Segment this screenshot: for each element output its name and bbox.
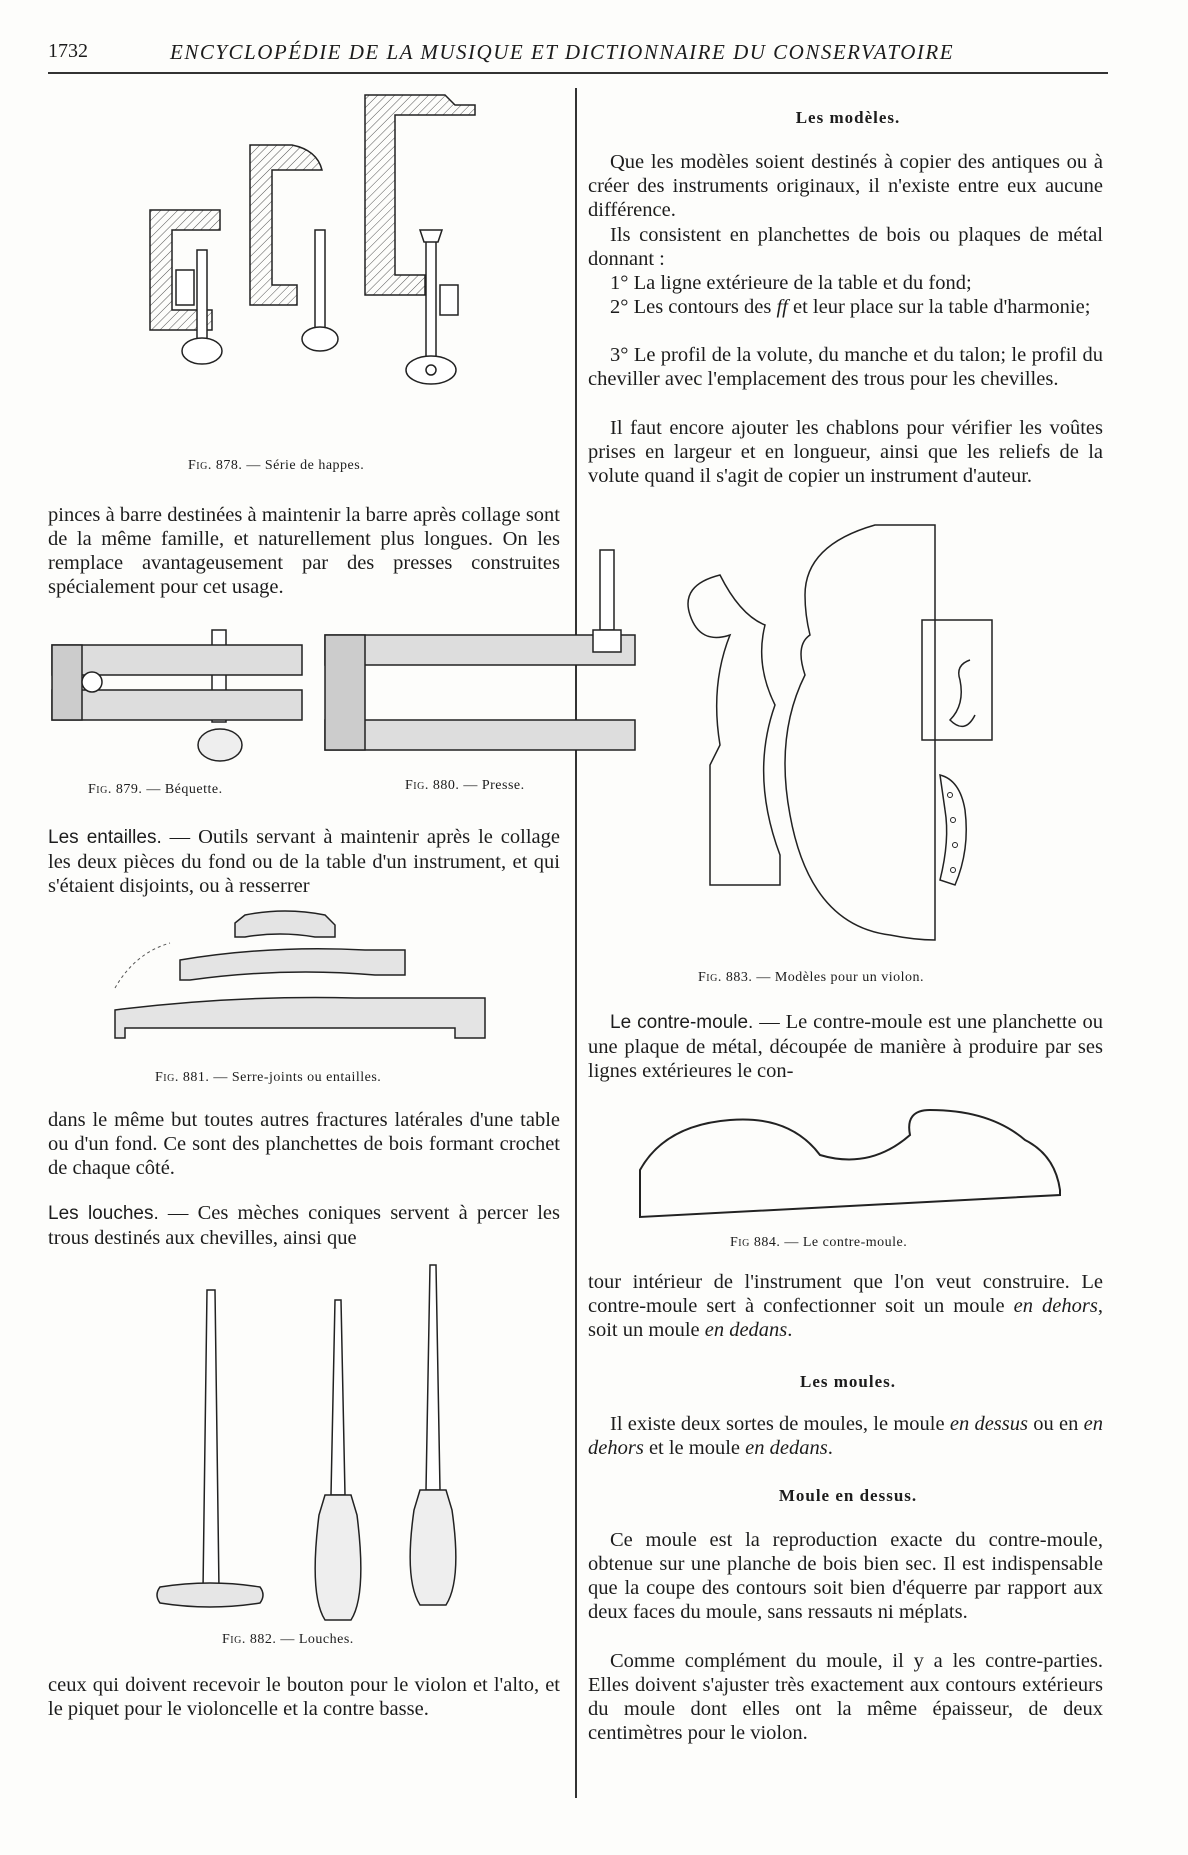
figure-880-caption xyxy=(405,778,525,794)
paragraph-modeles-1: Que les modèles soient destinés à copier des antiques ou à créer des instruments originaux, il n'existe entre eux aucune différence. xyxy=(588,151,1103,221)
paragraph-fractures: dans le même but toutes autres fractures latérales d'une table ou d'un fond. Ce sont des planchettes de bois formant crochet de chaque côté. xyxy=(48,1109,560,1179)
figure-884-contre-moule xyxy=(635,1095,1065,1225)
paragraph-louches xyxy=(48,1201,560,1250)
figure-884-caption xyxy=(730,1235,907,1251)
figure-882-caption-text: — Louches. xyxy=(276,1632,354,1647)
contre-moule-text: — Le contre-moule est une planchette ou une plaque de métal, découpée de manière à produire par ses lignes extérieures le con- xyxy=(588,1011,1103,1082)
ml1-e: et le moule xyxy=(643,1437,746,1459)
paragraph-contour-interieur xyxy=(588,1270,1103,1342)
cm2-a: tour intérieur de l'instrument que l'on veut construire. Le contre-moule sert à confectionner soit un moule xyxy=(588,1271,1103,1317)
ml1-a: Il existe deux sortes de moules, le moule xyxy=(610,1413,950,1435)
heading-les-modeles: Les modèles. xyxy=(795,108,901,127)
figure-878-clamps xyxy=(140,95,480,450)
figure-879-bequette xyxy=(52,630,302,765)
cm2-c: , soit un moule xyxy=(588,1295,1103,1341)
paragraph-pinces: pinces à barre destinées à maintenir la barre après collage sont de la même famille, et naturellement plus longues. On les remplace avantageusement par des presses construites spécialement pour cet usage. xyxy=(48,504,560,598)
paragraph-contre-moule xyxy=(588,1010,1103,1083)
cm2-e: . xyxy=(787,1319,793,1341)
figure-881-serre-joints xyxy=(110,910,500,1055)
page-number: 1732 xyxy=(48,40,88,62)
header-rule xyxy=(48,72,1108,74)
figure-882-caption xyxy=(222,1632,354,1648)
paragraph-modeles-6: Il faut encore ajouter les chablons pour vérifier les voûtes prises en largeur et en longueur, ainsi que les reliefs de la volute quand il s'agit de copier un instrument d'auteur. xyxy=(588,417,1103,487)
figure-883-number: Fig. 883. xyxy=(698,970,753,985)
figure-878-number: Fig. 878. xyxy=(188,458,243,473)
paragraph-dessus-1: Ce moule est la reproduction exacte du contre-moule, obtenue sur une planche de bois bien sec. Il est indispensable que la coupe des contours soit bien d'équerre par rapport aux deux faces du moule, sans ressauts ni méplats. xyxy=(588,1529,1103,1623)
paragraph-modeles-5: 3° Le profil de la volute, du manche et du talon; le profil du cheviller avec l'emplacement des trous pour les chevilles. xyxy=(588,344,1103,390)
ml1-f: en dedans xyxy=(745,1437,828,1459)
paragraph-modeles-2: Ils consistent en planchettes de bois ou plaques de métal donnant : xyxy=(588,224,1103,270)
running-title: ENCYCLOPÉDIE DE LA MUSIQUE ET DICTIONNAIRE DU CONSERVATOIRE xyxy=(170,40,955,64)
paragraph-modeles-3: 1° La ligne extérieure de la table et du fond; xyxy=(610,272,972,294)
figure-883-modeles xyxy=(670,520,1030,960)
cm2-d: en dedans xyxy=(704,1319,788,1341)
figure-881-caption xyxy=(155,1070,381,1086)
paragraph-moules xyxy=(588,1412,1103,1460)
figure-882-number: Fig. 882. xyxy=(222,1632,277,1647)
figure-879-caption-text: — Béquette. xyxy=(142,782,223,797)
figure-884-caption-text: — Le contre-moule. xyxy=(780,1235,908,1250)
ml1-c: ou en xyxy=(1028,1413,1084,1435)
figure-880-caption-text: — Presse. xyxy=(459,778,525,793)
ml1-d: en dehors xyxy=(588,1413,1103,1459)
figure-878-caption xyxy=(188,458,364,474)
paragraph-modeles-4 xyxy=(588,295,1103,319)
ml1-b: en dessus xyxy=(949,1413,1028,1435)
column-rule xyxy=(575,88,577,1798)
modeles-4-b: et leur place sur la table d'harmonie; xyxy=(787,296,1091,318)
term-louches: Les louches. xyxy=(48,1203,159,1224)
figure-879-number: Fig. 879. xyxy=(88,782,143,797)
figure-883-caption-text: — Modèles pour un violon. xyxy=(752,970,924,985)
figure-880-number: Fig. 880. xyxy=(405,778,460,793)
figure-882-louches xyxy=(155,1265,485,1625)
figure-881-caption-text: — Serre-joints ou entailles. xyxy=(209,1070,382,1085)
figure-880-presse xyxy=(325,550,645,755)
figure-883-caption xyxy=(698,970,924,986)
figure-881-number: Fig. 881. xyxy=(155,1070,210,1085)
entailles-text: — Outils servant à maintenir après le collage les deux pièces du fond ou de la table d'un instrument, et qui s'étaient disjoints, ou à resserrer xyxy=(48,826,560,897)
ml1-g: . xyxy=(827,1437,833,1459)
paragraph-entailles xyxy=(48,825,560,898)
figure-879-caption xyxy=(88,782,223,798)
paragraph-dessus-2: Comme complément du moule, il y a les contre-parties. Elles doivent s'ajuster très exactement aux contours extérieurs du moule dont elles ont la même épaisseur, de deux centimètres pour le violon. xyxy=(588,1650,1103,1744)
figure-878-caption-text: — Série de happes. xyxy=(242,458,365,473)
figure-884-number: Fig 884. xyxy=(730,1235,781,1250)
cm2-b: en dehors xyxy=(1013,1295,1098,1317)
modeles-4-ff: ff xyxy=(776,296,788,318)
heading-les-moules: Les moules. xyxy=(800,1372,896,1391)
louches-text: — Ces mèches coniques servent à percer les trous destinés aux chevilles, ainsi que xyxy=(48,1202,560,1249)
heading-moule-en-dessus: Moule en dessus. xyxy=(778,1486,918,1505)
modeles-4-a: 2° Les contours des xyxy=(610,296,777,318)
term-contre-moule: Le contre-moule. xyxy=(610,1012,754,1033)
paragraph-bouton: ceux qui doivent recevoir le bouton pour le violon et l'alto, et le piquet pour le violoncelle et la contre basse. xyxy=(48,1674,560,1720)
term-entailles: Les entailles. xyxy=(48,827,162,848)
